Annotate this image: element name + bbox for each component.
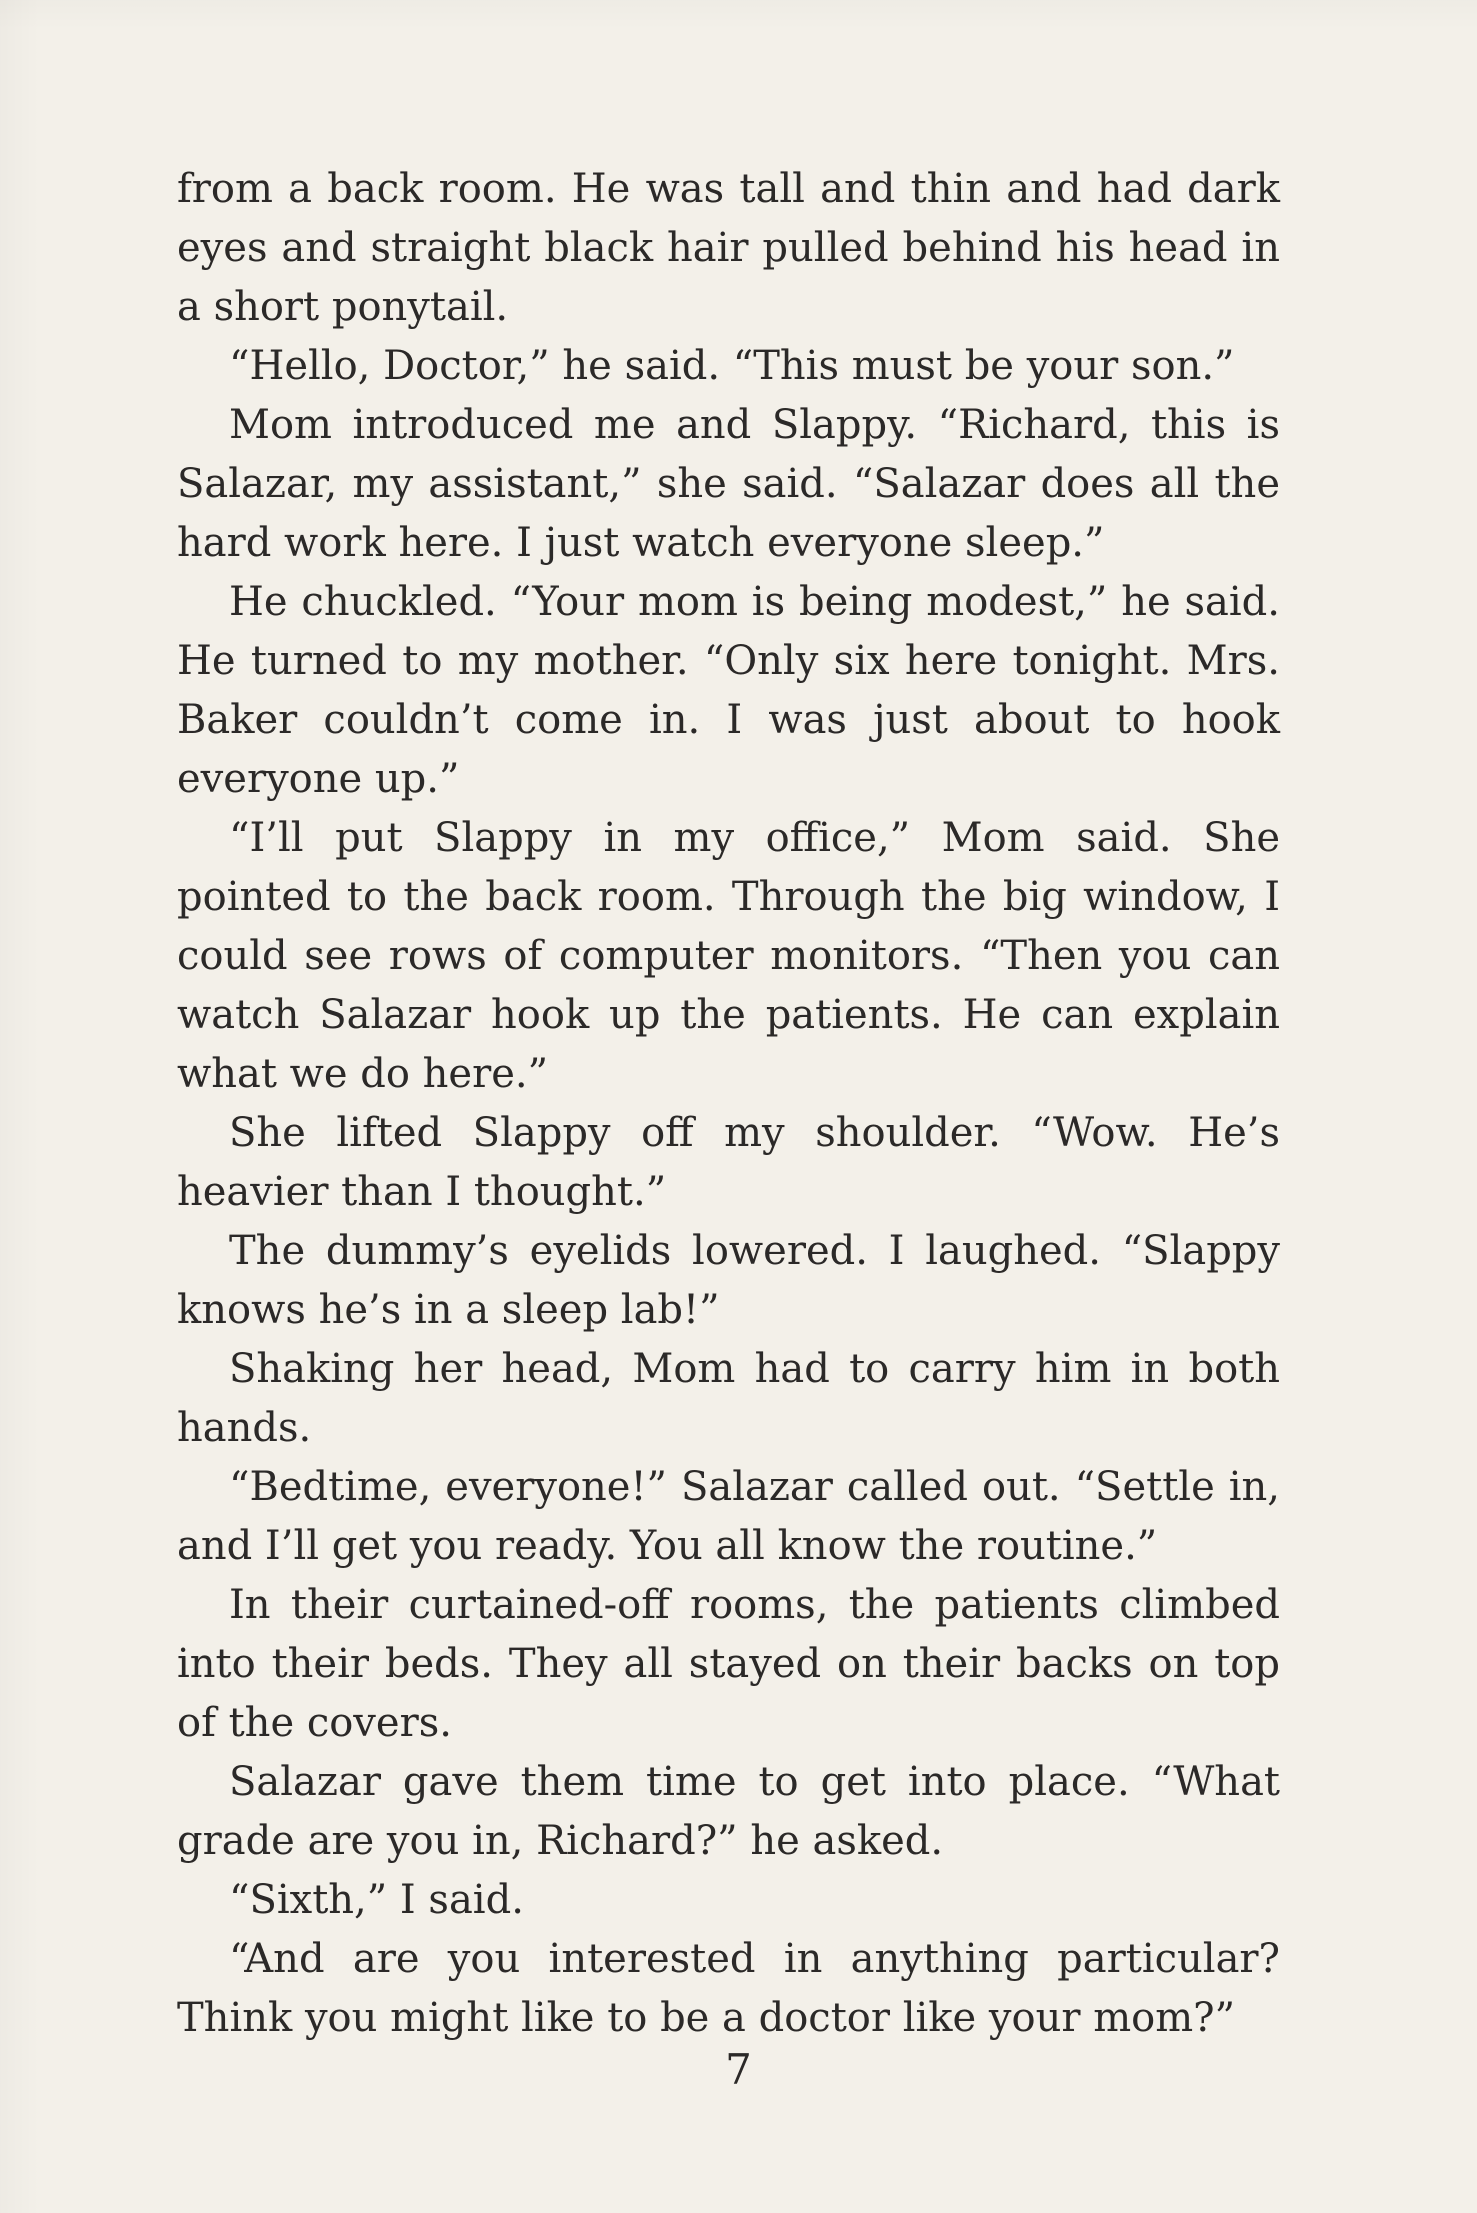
paragraph: In their curtained-off rooms, the patients climbed into their beds. They all stayed on their backs on top of the covers. [177,1582,1280,1746]
paragraph: She lifted Slappy off my shoulder. “Wow. He’s heavier than I thought.” [177,1110,1280,1215]
body-text [177,160,1280,2048]
paragraph: “Hello, Doctor,” he said. “This must be your son.” [229,343,1235,389]
paragraph: The dummy’s eyelids lowered. I laughed. “Slappy knows he’s in a sleep lab!” [177,1228,1280,1333]
paragraph: He chuckled. “Your mom is being modest,” he said. He turned to my mother. “Only six here tonight. Mrs. Baker couldn’t come in. I was just about to hook everyone up.” [177,579,1280,802]
paragraph: “I’ll put Slappy in my office,” Mom said. She pointed to the back room. Through the big window, I could see rows of computer monitors. “Then you can watch Salazar hook up the patients. He can explain what we do here.” [177,815,1280,1097]
paragraph: from a back room. He was tall and thin and had dark eyes and straight black hair pulled behind his head in a short ponytail. [177,166,1280,330]
paragraph: Mom introduced me and Slappy. “Richard, this is Salazar, my assistant,” she said. “Salazar does all the hard work here. I just watch everyone sleep.” [177,402,1280,566]
paragraph: Shaking her head, Mom had to carry him in both hands. [177,1346,1280,1451]
paragraph: Salazar gave them time to get into place. “What grade are you in, Richard?” he asked. [177,1759,1280,1864]
paragraph: “And are you interested in anything particular? Think you might like to be a doctor like your mom?” [177,1936,1280,2041]
paragraph: “Bedtime, everyone!” Salazar called out. “Settle in, and I’ll get you ready. You all know the routine.” [177,1464,1280,1569]
page-number: 7 [725,2045,752,2094]
paragraph: “Sixth,” I said. [229,1877,524,1923]
